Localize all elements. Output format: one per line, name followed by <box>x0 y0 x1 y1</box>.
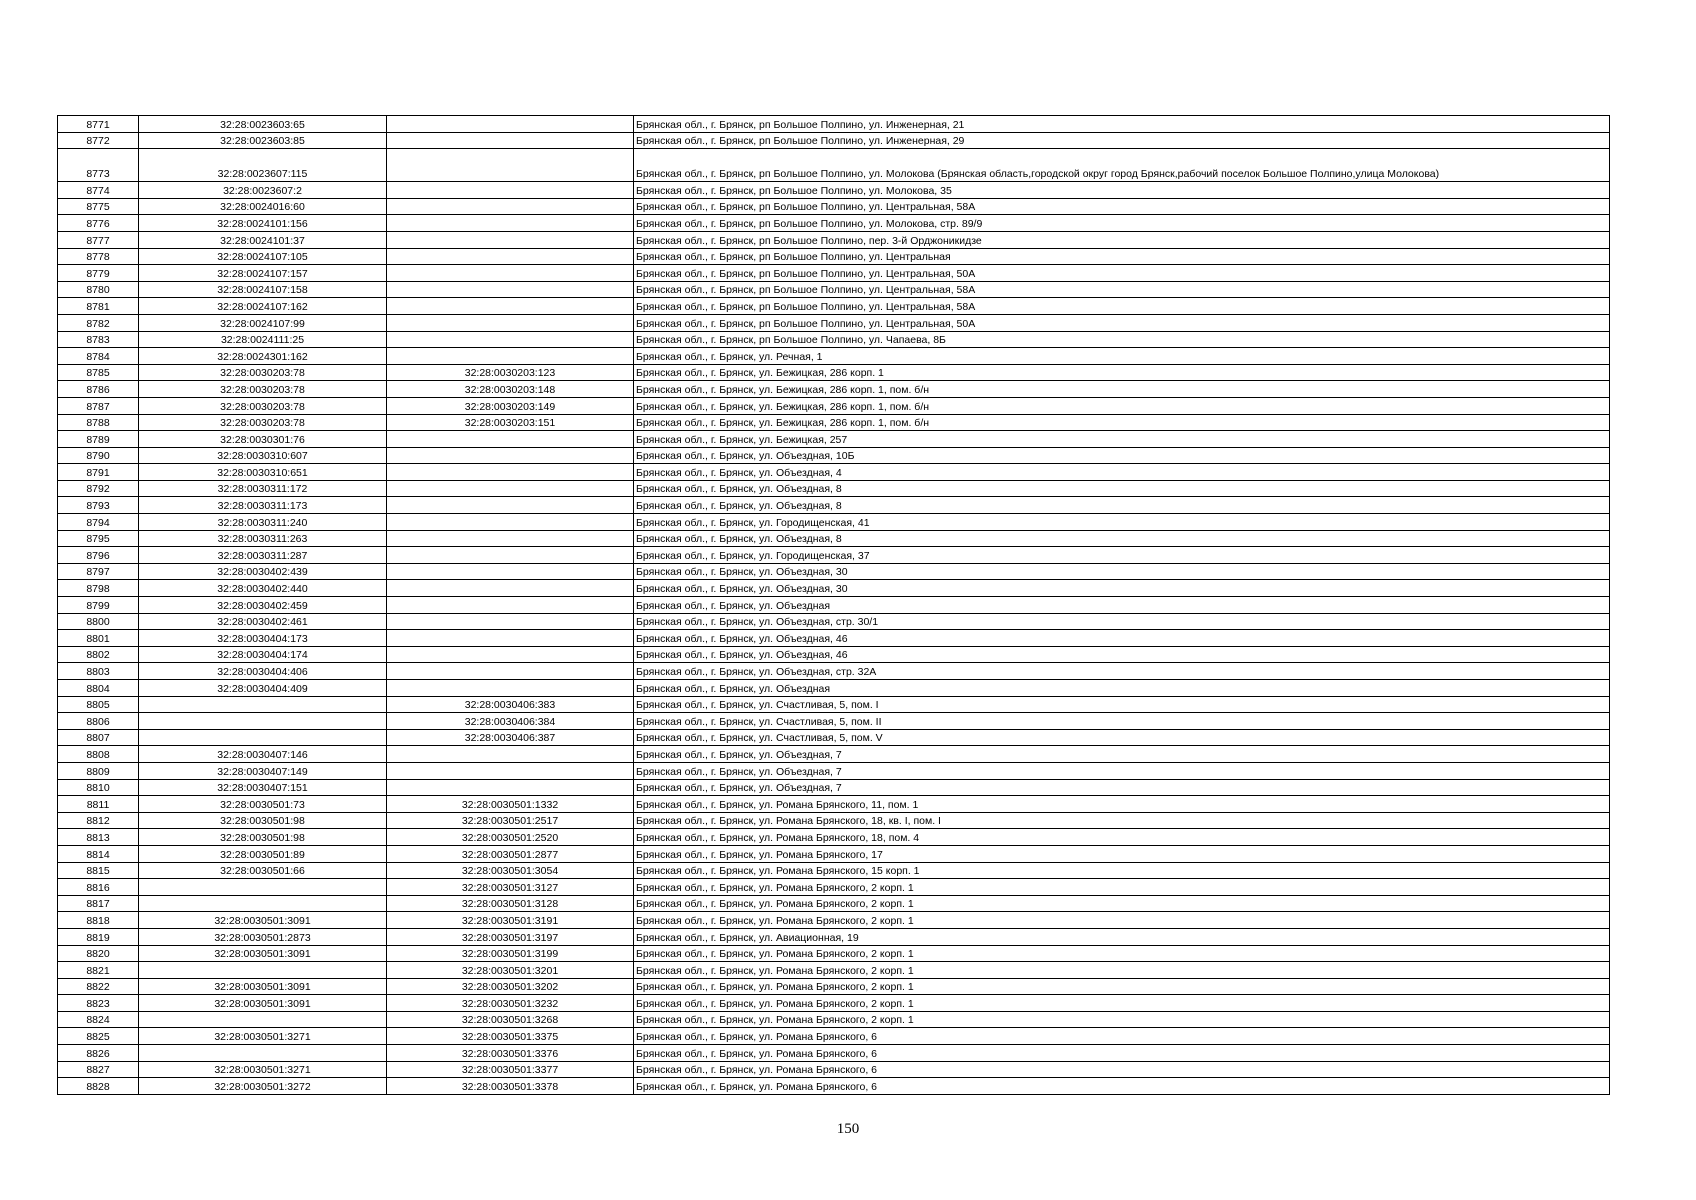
address-cell: Брянская обл., г. Брянск, ул. Объездная, 8 <box>634 530 1610 547</box>
row-number-cell: 8828 <box>58 1078 139 1095</box>
address-cell: Брянская обл., г. Брянск, ул. Объездная, 4 <box>634 464 1610 481</box>
row-number-cell: 8776 <box>58 215 139 232</box>
object-cadastral-number-cell: 32:28:0030203:149 <box>387 397 634 414</box>
object-cadastral-number-cell <box>387 149 634 182</box>
object-cadastral-number-cell <box>387 265 634 282</box>
object-cadastral-number-cell: 32:28:0030501:2517 <box>387 812 634 829</box>
land-cadastral-number-cell: 32:28:0023603:65 <box>139 116 387 133</box>
land-cadastral-number-cell: 32:28:0030501:3271 <box>139 1061 387 1078</box>
land-cadastral-number-cell: 32:28:0024016:60 <box>139 198 387 215</box>
row-number-cell: 8777 <box>58 231 139 248</box>
object-cadastral-number-cell <box>387 298 634 315</box>
row-number-cell: 8803 <box>58 663 139 680</box>
cadastral-table-body <box>58 116 1610 1095</box>
table-row <box>58 547 1610 564</box>
land-cadastral-number-cell: 32:28:0030501:73 <box>139 796 387 813</box>
object-cadastral-number-cell <box>387 447 634 464</box>
land-cadastral-number-cell: 32:28:0023603:85 <box>139 132 387 149</box>
row-number-cell: 8817 <box>58 895 139 912</box>
object-cadastral-number-cell <box>387 597 634 614</box>
table-row <box>58 530 1610 547</box>
address-cell: Брянская обл., г. Брянск, рп Большое Полпино, ул. Центральная, 50А <box>634 265 1610 282</box>
object-cadastral-number-cell: 32:28:0030501:3128 <box>387 895 634 912</box>
address-cell: Брянская обл., г. Брянск, ул. Романа Брянского, 2 корп. 1 <box>634 978 1610 995</box>
land-cadastral-number-cell <box>139 1045 387 1062</box>
address-cell: Брянская обл., г. Брянск, ул. Объездная, стр. 32А <box>634 663 1610 680</box>
object-cadastral-number-cell <box>387 231 634 248</box>
row-number-cell: 8785 <box>58 364 139 381</box>
land-cadastral-number-cell: 32:28:0030311:173 <box>139 497 387 514</box>
land-cadastral-number-cell: 32:28:0030203:78 <box>139 397 387 414</box>
row-number-cell: 8778 <box>58 248 139 265</box>
object-cadastral-number-cell <box>387 497 634 514</box>
table-row <box>58 845 1610 862</box>
table-row <box>58 563 1610 580</box>
row-number-cell: 8782 <box>58 314 139 331</box>
row-number-cell: 8820 <box>58 945 139 962</box>
address-cell: Брянская обл., г. Брянск, ул. Объездная, 30 <box>634 580 1610 597</box>
address-cell: Брянская обл., г. Брянск, ул. Счастливая, 5, пом. I <box>634 696 1610 713</box>
land-cadastral-number-cell: 32:28:0030203:78 <box>139 364 387 381</box>
table-row <box>58 779 1610 796</box>
address-cell: Брянская обл., г. Брянск, ул. Романа Брянского, 2 корп. 1 <box>634 895 1610 912</box>
land-cadastral-number-cell: 32:28:0030404:173 <box>139 630 387 647</box>
row-number-cell: 8809 <box>58 762 139 779</box>
address-cell: Брянская обл., г. Брянск, ул. Романа Брянского, 6 <box>634 1045 1610 1062</box>
land-cadastral-number-cell <box>139 696 387 713</box>
land-cadastral-number-cell <box>139 962 387 979</box>
object-cadastral-number-cell: 32:28:0030406:384 <box>387 713 634 730</box>
page-number: 150 <box>836 1121 860 1137</box>
land-cadastral-number-cell: 32:28:0030311:263 <box>139 530 387 547</box>
row-number-cell: 8794 <box>58 514 139 531</box>
row-number-cell: 8789 <box>58 431 139 448</box>
table-row <box>58 231 1610 248</box>
object-cadastral-number-cell <box>387 431 634 448</box>
land-cadastral-number-cell: 32:28:0030301:76 <box>139 431 387 448</box>
row-number-cell: 8773 <box>58 149 139 182</box>
object-cadastral-number-cell <box>387 580 634 597</box>
table-row <box>58 829 1610 846</box>
address-cell: Брянская обл., г. Брянск, ул. Бежицкая, 286 корп. 1 <box>634 364 1610 381</box>
land-cadastral-number-cell: 32:28:0030404:406 <box>139 663 387 680</box>
land-cadastral-number-cell: 32:28:0030402:439 <box>139 563 387 580</box>
row-number-cell: 8812 <box>58 812 139 829</box>
row-number-cell: 8813 <box>58 829 139 846</box>
address-cell: Брянская обл., г. Брянск, ул. Романа Брянского, 2 корп. 1 <box>634 879 1610 896</box>
row-number-cell: 8775 <box>58 198 139 215</box>
address-cell: Брянская обл., г. Брянск, ул. Бежицкая, 286 корп. 1, пом. б/н <box>634 414 1610 431</box>
table-row <box>58 381 1610 398</box>
address-cell: Брянская обл., г. Брянск, ул. Романа Брянского, 6 <box>634 1078 1610 1095</box>
table-row <box>58 198 1610 215</box>
land-cadastral-number-cell: 32:28:0030311:172 <box>139 480 387 497</box>
land-cadastral-number-cell: 32:28:0024111:25 <box>139 331 387 348</box>
address-cell: Брянская обл., г. Брянск, ул. Романа Брянского, 15 корп. 1 <box>634 862 1610 879</box>
object-cadastral-number-cell: 32:28:0030501:3268 <box>387 1011 634 1028</box>
address-cell: Брянская обл., г. Брянск, ул. Романа Брянского, 2 корп. 1 <box>634 912 1610 929</box>
row-number-cell: 8796 <box>58 547 139 564</box>
address-cell: Брянская обл., г. Брянск, рп Большое Полпино, ул. Чапаева, 8Б <box>634 331 1610 348</box>
row-number-cell: 8827 <box>58 1061 139 1078</box>
table-row <box>58 630 1610 647</box>
address-cell: Брянская обл., г. Брянск, ул. Романа Брянского, 18, пом. 4 <box>634 829 1610 846</box>
row-number-cell: 8811 <box>58 796 139 813</box>
object-cadastral-number-cell <box>387 779 634 796</box>
row-number-cell: 8797 <box>58 563 139 580</box>
table-row <box>58 1028 1610 1045</box>
object-cadastral-number-cell <box>387 348 634 365</box>
address-cell: Брянская обл., г. Брянск, ул. Романа Брянского, 2 корп. 1 <box>634 995 1610 1012</box>
table-row <box>58 149 1610 182</box>
table-row <box>58 298 1610 315</box>
address-cell: Брянская обл., г. Брянск, ул. Романа Брянского, 2 корп. 1 <box>634 962 1610 979</box>
address-cell: Брянская обл., г. Брянск, ул. Объездная, 7 <box>634 779 1610 796</box>
table-row <box>58 812 1610 829</box>
address-cell: Брянская обл., г. Брянск, ул. Романа Брянского, 2 корп. 1 <box>634 1011 1610 1028</box>
object-cadastral-number-cell <box>387 331 634 348</box>
table-row <box>58 928 1610 945</box>
table-row <box>58 116 1610 133</box>
row-number-cell: 8806 <box>58 713 139 730</box>
table-row <box>58 762 1610 779</box>
land-cadastral-number-cell: 32:28:0030501:3091 <box>139 978 387 995</box>
address-cell: Брянская обл., г. Брянск, ул. Объездная, 10Б <box>634 447 1610 464</box>
table-row <box>58 265 1610 282</box>
land-cadastral-number-cell: 32:28:0030501:98 <box>139 829 387 846</box>
address-cell: Брянская обл., г. Брянск, рп Большое Полпино, ул. Инженерная, 29 <box>634 132 1610 149</box>
land-cadastral-number-cell <box>139 1011 387 1028</box>
object-cadastral-number-cell: 32:28:0030501:3375 <box>387 1028 634 1045</box>
row-number-cell: 8784 <box>58 348 139 365</box>
object-cadastral-number-cell: 32:28:0030501:3202 <box>387 978 634 995</box>
land-cadastral-number-cell <box>139 729 387 746</box>
land-cadastral-number-cell: 32:28:0030407:151 <box>139 779 387 796</box>
object-cadastral-number-cell <box>387 464 634 481</box>
table-row <box>58 796 1610 813</box>
address-cell: Брянская обл., г. Брянск, ул. Авиационная, 19 <box>634 928 1610 945</box>
address-cell: Брянская обл., г. Брянск, ул. Объездная, 8 <box>634 480 1610 497</box>
land-cadastral-number-cell: 32:28:0030501:3091 <box>139 912 387 929</box>
table-row <box>58 182 1610 199</box>
object-cadastral-number-cell <box>387 547 634 564</box>
table-row <box>58 613 1610 630</box>
address-cell: Брянская обл., г. Брянск, ул. Объездная, 46 <box>634 630 1610 647</box>
row-number-cell: 8783 <box>58 331 139 348</box>
object-cadastral-number-cell: 32:28:0030203:151 <box>387 414 634 431</box>
object-cadastral-number-cell <box>387 132 634 149</box>
table-row <box>58 281 1610 298</box>
table-row <box>58 132 1610 149</box>
address-cell: Брянская обл., г. Брянск, рп Большое Полпино, пер. 3-й Орджоникидзе <box>634 231 1610 248</box>
object-cadastral-number-cell: 32:28:0030406:383 <box>387 696 634 713</box>
row-number-cell: 8802 <box>58 646 139 663</box>
table-row <box>58 912 1610 929</box>
row-number-cell: 8816 <box>58 879 139 896</box>
object-cadastral-number-cell <box>387 680 634 697</box>
address-cell: Брянская обл., г. Брянск, ул. Объездная, 46 <box>634 646 1610 663</box>
object-cadastral-number-cell <box>387 646 634 663</box>
land-cadastral-number-cell: 32:28:0030402:440 <box>139 580 387 597</box>
row-number-cell: 8823 <box>58 995 139 1012</box>
land-cadastral-number-cell: 32:28:0024107:162 <box>139 298 387 315</box>
object-cadastral-number-cell: 32:28:0030501:2877 <box>387 845 634 862</box>
address-cell: Брянская обл., г. Брянск, ул. Объездная <box>634 680 1610 697</box>
land-cadastral-number-cell: 32:28:0030501:3091 <box>139 945 387 962</box>
row-number-cell: 8791 <box>58 464 139 481</box>
object-cadastral-number-cell <box>387 198 634 215</box>
object-cadastral-number-cell: 32:28:0030501:3201 <box>387 962 634 979</box>
table-row <box>58 696 1610 713</box>
table-row <box>58 962 1610 979</box>
row-number-cell: 8790 <box>58 447 139 464</box>
land-cadastral-number-cell: 32:28:0030501:98 <box>139 812 387 829</box>
address-cell: Брянская обл., г. Брянск, рп Большое Полпино, ул. Центральная, 58А <box>634 281 1610 298</box>
land-cadastral-number-cell: 32:28:0030310:607 <box>139 447 387 464</box>
address-cell: Брянская обл., г. Брянск, рп Большое Полпино, ул. Центральная <box>634 248 1610 265</box>
table-row <box>58 729 1610 746</box>
address-cell: Брянская обл., г. Брянск, ул. Романа Брянского, 6 <box>634 1061 1610 1078</box>
land-cadastral-number-cell: 32:28:0024107:99 <box>139 314 387 331</box>
row-number-cell: 8779 <box>58 265 139 282</box>
row-number-cell: 8788 <box>58 414 139 431</box>
address-cell: Брянская обл., г. Брянск, ул. Романа Брянского, 17 <box>634 845 1610 862</box>
address-cell: Брянская обл., г. Брянск, ул. Романа Брянского, 18, кв. I, пом. I <box>634 812 1610 829</box>
table-row <box>58 713 1610 730</box>
address-cell: Брянская обл., г. Брянск, рп Большое Полпино, ул. Молокова (Брянская область,городской округ город Брянск,рабочий поселок Большое Полпино,улица Молокова) <box>634 149 1610 182</box>
address-cell: Брянская обл., г. Брянск, ул. Романа Брянского, 2 корп. 1 <box>634 945 1610 962</box>
table-row <box>58 397 1610 414</box>
object-cadastral-number-cell <box>387 563 634 580</box>
row-number-cell: 8810 <box>58 779 139 796</box>
object-cadastral-number-cell: 32:28:0030501:3191 <box>387 912 634 929</box>
object-cadastral-number-cell: 32:28:0030203:123 <box>387 364 634 381</box>
row-number-cell: 8800 <box>58 613 139 630</box>
row-number-cell: 8795 <box>58 530 139 547</box>
object-cadastral-number-cell <box>387 514 634 531</box>
object-cadastral-number-cell: 32:28:0030501:1332 <box>387 796 634 813</box>
land-cadastral-number-cell: 32:28:0030501:3271 <box>139 1028 387 1045</box>
address-cell: Брянская обл., г. Брянск, ул. Счастливая, 5, пом. II <box>634 713 1610 730</box>
address-cell: Брянская обл., г. Брянск, ул. Объездная, стр. 30/1 <box>634 613 1610 630</box>
address-cell: Брянская обл., г. Брянск, ул. Речная, 1 <box>634 348 1610 365</box>
land-cadastral-number-cell: 32:28:0024107:105 <box>139 248 387 265</box>
object-cadastral-number-cell <box>387 613 634 630</box>
row-number-cell: 8787 <box>58 397 139 414</box>
land-cadastral-number-cell: 32:28:0030402:459 <box>139 597 387 614</box>
table-row <box>58 1061 1610 1078</box>
table-row <box>58 248 1610 265</box>
object-cadastral-number-cell <box>387 630 634 647</box>
table-row <box>58 1045 1610 1062</box>
table-row <box>58 215 1610 232</box>
address-cell: Брянская обл., г. Брянск, ул. Бежицкая, 286 корп. 1, пом. б/н <box>634 397 1610 414</box>
address-cell: Брянская обл., г. Брянск, ул. Объездная, 30 <box>634 563 1610 580</box>
object-cadastral-number-cell: 32:28:0030406:387 <box>387 729 634 746</box>
land-cadastral-number-cell: 32:28:0030404:409 <box>139 680 387 697</box>
object-cadastral-number-cell <box>387 663 634 680</box>
address-cell: Брянская обл., г. Брянск, ул. Объездная, 7 <box>634 762 1610 779</box>
object-cadastral-number-cell <box>387 182 634 199</box>
table-row <box>58 680 1610 697</box>
object-cadastral-number-cell: 32:28:0030501:3199 <box>387 945 634 962</box>
object-cadastral-number-cell <box>387 116 634 133</box>
table-row <box>58 514 1610 531</box>
row-number-cell: 8798 <box>58 580 139 597</box>
row-number-cell: 8781 <box>58 298 139 315</box>
row-number-cell: 8793 <box>58 497 139 514</box>
table-row <box>58 597 1610 614</box>
object-cadastral-number-cell <box>387 746 634 763</box>
object-cadastral-number-cell: 32:28:0030501:3377 <box>387 1061 634 1078</box>
land-cadastral-number-cell: 32:28:0030310:651 <box>139 464 387 481</box>
table-row <box>58 580 1610 597</box>
land-cadastral-number-cell: 32:28:0024101:37 <box>139 231 387 248</box>
object-cadastral-number-cell: 32:28:0030501:3378 <box>387 1078 634 1095</box>
address-cell: Брянская обл., г. Брянск, ул. Романа Брянского, 6 <box>634 1028 1610 1045</box>
land-cadastral-number-cell: 32:28:0030311:287 <box>139 547 387 564</box>
table-row <box>58 364 1610 381</box>
land-cadastral-number-cell <box>139 895 387 912</box>
object-cadastral-number-cell <box>387 281 634 298</box>
land-cadastral-number-cell: 32:28:0030203:78 <box>139 414 387 431</box>
land-cadastral-number-cell: 32:28:0024107:158 <box>139 281 387 298</box>
land-cadastral-number-cell: 32:28:0024101:156 <box>139 215 387 232</box>
table-row <box>58 663 1610 680</box>
table-row <box>58 746 1610 763</box>
row-number-cell: 8792 <box>58 480 139 497</box>
land-cadastral-number-cell: 32:28:0030501:3272 <box>139 1078 387 1095</box>
row-number-cell: 8804 <box>58 680 139 697</box>
address-cell: Брянская обл., г. Брянск, ул. Городищенская, 41 <box>634 514 1610 531</box>
table-row <box>58 862 1610 879</box>
table-row <box>58 895 1610 912</box>
row-number-cell: 8824 <box>58 1011 139 1028</box>
table-row <box>58 995 1610 1012</box>
address-cell: Брянская обл., г. Брянск, ул. Счастливая, 5, пом. V <box>634 729 1610 746</box>
row-number-cell: 8799 <box>58 597 139 614</box>
land-cadastral-number-cell: 32:28:0024301:162 <box>139 348 387 365</box>
table-row <box>58 978 1610 995</box>
address-cell: Брянская обл., г. Брянск, ул. Объездная, 7 <box>634 746 1610 763</box>
land-cadastral-number-cell: 32:28:0030311:240 <box>139 514 387 531</box>
row-number-cell: 8814 <box>58 845 139 862</box>
land-cadastral-number-cell <box>139 713 387 730</box>
object-cadastral-number-cell <box>387 530 634 547</box>
table-row <box>58 431 1610 448</box>
cadastral-table <box>57 115 1610 1095</box>
address-cell: Брянская обл., г. Брянск, рп Большое Полпино, ул. Молокова, стр. 89/9 <box>634 215 1610 232</box>
object-cadastral-number-cell <box>387 248 634 265</box>
address-cell: Брянская обл., г. Брянск, ул. Объездная, 8 <box>634 497 1610 514</box>
row-number-cell: 8822 <box>58 978 139 995</box>
row-number-cell: 8818 <box>58 912 139 929</box>
address-cell: Брянская обл., г. Брянск, рп Большое Полпино, ул. Центральная, 58А <box>634 298 1610 315</box>
land-cadastral-number-cell: 32:28:0030402:461 <box>139 613 387 630</box>
row-number-cell: 8774 <box>58 182 139 199</box>
table-row <box>58 646 1610 663</box>
table-row <box>58 314 1610 331</box>
table-row <box>58 497 1610 514</box>
address-cell: Брянская обл., г. Брянск, ул. Бежицкая, 286 корп. 1, пом. б/н <box>634 381 1610 398</box>
object-cadastral-number-cell: 32:28:0030501:2520 <box>387 829 634 846</box>
object-cadastral-number-cell <box>387 480 634 497</box>
row-number-cell: 8807 <box>58 729 139 746</box>
row-number-cell: 8821 <box>58 962 139 979</box>
object-cadastral-number-cell: 32:28:0030501:3197 <box>387 928 634 945</box>
object-cadastral-number-cell: 32:28:0030501:3054 <box>387 862 634 879</box>
table-row <box>58 945 1610 962</box>
table-row <box>58 879 1610 896</box>
row-number-cell: 8819 <box>58 928 139 945</box>
land-cadastral-number-cell: 32:28:0030407:149 <box>139 762 387 779</box>
table-row <box>58 447 1610 464</box>
address-cell: Брянская обл., г. Брянск, рп Большое Полпино, ул. Центральная, 58А <box>634 198 1610 215</box>
address-cell: Брянская обл., г. Брянск, рп Большое Полпино, ул. Центральная, 50А <box>634 314 1610 331</box>
address-cell: Брянская обл., г. Брянск, ул. Романа Брянского, 11, пом. 1 <box>634 796 1610 813</box>
table-row <box>58 348 1610 365</box>
object-cadastral-number-cell <box>387 762 634 779</box>
object-cadastral-number-cell <box>387 314 634 331</box>
table-row <box>58 331 1610 348</box>
row-number-cell: 8805 <box>58 696 139 713</box>
address-cell: Брянская обл., г. Брянск, рп Большое Полпино, ул. Инженерная, 21 <box>634 116 1610 133</box>
land-cadastral-number-cell: 32:28:0024107:157 <box>139 265 387 282</box>
object-cadastral-number-cell: 32:28:0030203:148 <box>387 381 634 398</box>
object-cadastral-number-cell: 32:28:0030501:3376 <box>387 1045 634 1062</box>
object-cadastral-number-cell: 32:28:0030501:3127 <box>387 879 634 896</box>
object-cadastral-number-cell: 32:28:0030501:3232 <box>387 995 634 1012</box>
row-number-cell: 8780 <box>58 281 139 298</box>
land-cadastral-number-cell: 32:28:0023607:115 <box>139 149 387 182</box>
row-number-cell: 8786 <box>58 381 139 398</box>
land-cadastral-number-cell: 32:28:0030501:89 <box>139 845 387 862</box>
object-cadastral-number-cell <box>387 215 634 232</box>
address-cell: Брянская обл., г. Брянск, ул. Городищенская, 37 <box>634 547 1610 564</box>
table-row <box>58 1078 1610 1095</box>
table-row <box>58 414 1610 431</box>
address-cell: Брянская обл., г. Брянск, ул. Бежицкая, 257 <box>634 431 1610 448</box>
row-number-cell: 8801 <box>58 630 139 647</box>
land-cadastral-number-cell: 32:28:0030501:66 <box>139 862 387 879</box>
address-cell: Брянская обл., г. Брянск, рп Большое Полпино, ул. Молокова, 35 <box>634 182 1610 199</box>
land-cadastral-number-cell: 32:28:0030501:2873 <box>139 928 387 945</box>
address-cell: Брянская обл., г. Брянск, ул. Объездная <box>634 597 1610 614</box>
row-number-cell: 8825 <box>58 1028 139 1045</box>
land-cadastral-number-cell: 32:28:0030501:3091 <box>139 995 387 1012</box>
row-number-cell: 8771 <box>58 116 139 133</box>
row-number-cell: 8808 <box>58 746 139 763</box>
land-cadastral-number-cell: 32:28:0030203:78 <box>139 381 387 398</box>
table-row <box>58 464 1610 481</box>
land-cadastral-number-cell <box>139 879 387 896</box>
land-cadastral-number-cell: 32:28:0030404:174 <box>139 646 387 663</box>
row-number-cell: 8826 <box>58 1045 139 1062</box>
table-row <box>58 1011 1610 1028</box>
table-row <box>58 480 1610 497</box>
land-cadastral-number-cell: 32:28:0030407:146 <box>139 746 387 763</box>
row-number-cell: 8815 <box>58 862 139 879</box>
row-number-cell: 8772 <box>58 132 139 149</box>
land-cadastral-number-cell: 32:28:0023607:2 <box>139 182 387 199</box>
